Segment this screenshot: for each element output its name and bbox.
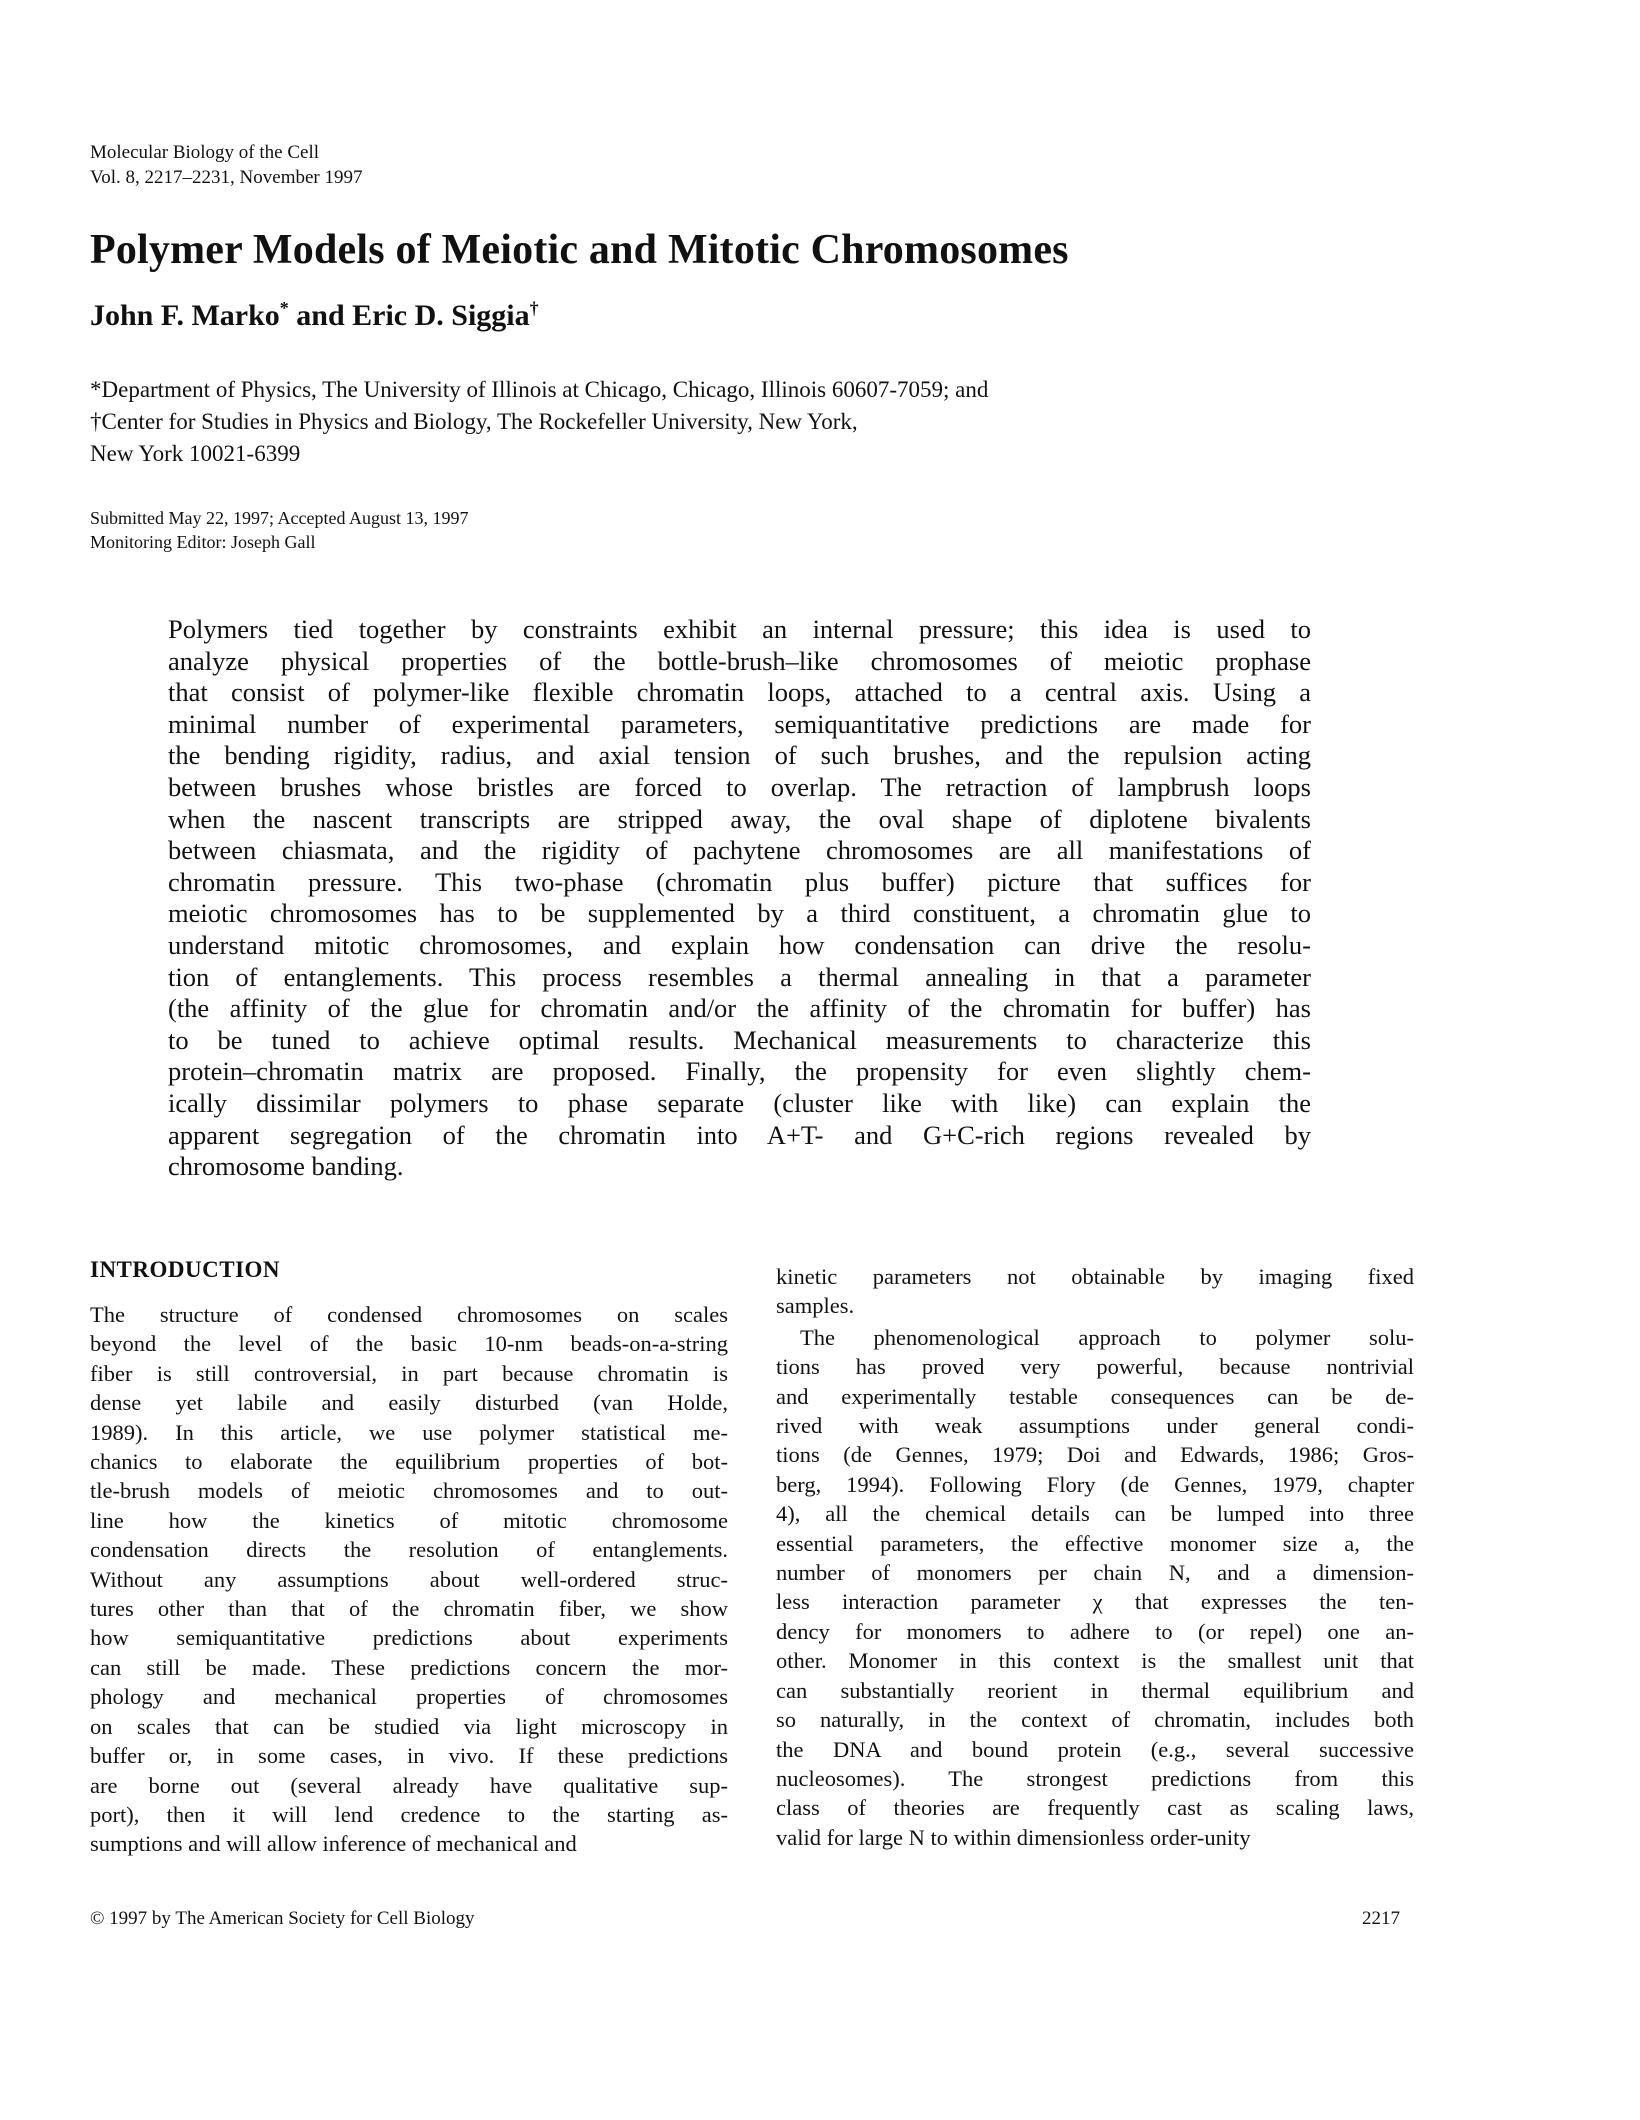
intro-line: port), then it will lend credence to the starting as- bbox=[90, 1801, 728, 1827]
intro-line: rived with weak assumptions under general condi- bbox=[776, 1413, 1414, 1439]
intro-line: condensation directs the resolution of entanglements. bbox=[90, 1537, 728, 1563]
monitoring-editor: Monitoring Editor: Joseph Gall bbox=[90, 532, 316, 552]
abstract-line: chromosome banding. bbox=[168, 1151, 404, 1182]
intro-line: line how the kinetics of mitotic chromosome bbox=[90, 1507, 728, 1533]
abstract-line: that consist of polymer-like flexible chromatin loops, attached to a central axis. Using a bbox=[168, 677, 1311, 708]
abstract-line: ically dissimilar polymers to phase separate (cluster like with like) can explain the bbox=[168, 1087, 1311, 1118]
intro-line: number of monomers per chain N, and a dimension- bbox=[776, 1560, 1414, 1586]
abstract-line: to be tuned to achieve optimal results. Mechanical measurements to characterize this bbox=[168, 1024, 1311, 1055]
intro-line: essential parameters, the effective monomer size a, the bbox=[776, 1530, 1414, 1556]
intro-line: phology and mechanical properties of chromosomes bbox=[90, 1684, 728, 1710]
affiliation-line: New York 10021-6399 bbox=[90, 441, 301, 466]
journal-issue: Vol. 8, 2217–2231, November 1997 bbox=[90, 167, 363, 188]
intro-line: nucleosomes). The strongest predictions from this bbox=[776, 1765, 1414, 1791]
intro-line: and experimentally testable consequences can be de- bbox=[776, 1383, 1414, 1409]
intro-line: beyond the level of the basic 10-nm beads-on-a-string bbox=[90, 1331, 728, 1357]
intro-line: so naturally, in the context of chromatin, includes both bbox=[776, 1707, 1414, 1733]
abstract-line: analyze physical properties of the bottle-brush–like chromosomes of meiotic prophase bbox=[168, 645, 1311, 676]
abstract bbox=[168, 614, 1311, 1183]
author-first: John F. Marko bbox=[90, 299, 280, 332]
affiliations bbox=[90, 374, 988, 470]
intro-line: dency for monomers to adhere to (or repel) one an- bbox=[776, 1618, 1414, 1644]
intro-line: less interaction parameter χ that expresses the ten- bbox=[776, 1589, 1414, 1615]
submitted-accepted: Submitted May 22, 1997; Accepted August 13, 1997 bbox=[90, 508, 469, 528]
affiliation-line: †Center for Studies in Physics and Biology, The Rockefeller University, New York, bbox=[90, 409, 858, 434]
intro-line: can substantially reorient in thermal equilibrium and bbox=[776, 1677, 1414, 1703]
abstract-line: minimal number of experimental parameters, semiquantitative predictions are made for bbox=[168, 708, 1311, 739]
author-second: Eric D. Siggia bbox=[352, 299, 530, 332]
intro-line: tures other than that of the chromatin fiber, we show bbox=[90, 1596, 728, 1622]
intro-line: valid for large N to within dimensionless order-unity bbox=[776, 1824, 1251, 1850]
author-first-mark: * bbox=[279, 298, 289, 318]
journal-header bbox=[90, 140, 363, 190]
introduction-left-column bbox=[90, 1300, 728, 1859]
abstract-line: (the affinity of the glue for chromatin and/or the affinity of the chromatin for buffer) has bbox=[168, 993, 1311, 1024]
intro-line: how semiquantitative predictions about experiments bbox=[90, 1625, 728, 1651]
author-joiner: and bbox=[288, 299, 353, 332]
intro-line: other. Monomer in this context is the smallest unit that bbox=[776, 1648, 1414, 1674]
abstract-line: the bending rigidity, radius, and axial tension of such brushes, and the repulsion acting bbox=[168, 740, 1311, 771]
affiliation-line: *Department of Physics, The University of Illinois at Chicago, Chicago, Illinois 60607-7059; and bbox=[90, 377, 989, 402]
intro-line: dense yet labile and easily disturbed (van Holde, bbox=[90, 1390, 728, 1416]
submission-dates bbox=[90, 506, 468, 554]
intro-line: the DNA and bound protein (e.g., several successive bbox=[776, 1736, 1414, 1762]
paper-title: Polymer Models of Meiotic and Mitotic Chromosomes bbox=[90, 227, 1069, 273]
introduction-right-column bbox=[776, 1262, 1414, 1852]
abstract-line: apparent segregation of the chromatin into A+T- and G+C-rich regions revealed by bbox=[168, 1119, 1311, 1150]
paragraph bbox=[776, 1323, 1414, 1852]
intro-line: fiber is still controversial, in part because chromatin is bbox=[90, 1360, 728, 1386]
intro-line: can still be made. These predictions concern the mor- bbox=[90, 1654, 728, 1680]
abstract-line: chromatin pressure. This two-phase (chromatin plus buffer) picture that suffices for bbox=[168, 866, 1311, 897]
author-line bbox=[90, 298, 539, 333]
intro-line: 1989). In this article, we use polymer statistical me- bbox=[90, 1419, 728, 1445]
page-number: 2217 bbox=[1362, 1908, 1400, 1929]
intro-line: tions (de Gennes, 1979; Doi and Edwards, 1986; Gros- bbox=[776, 1442, 1414, 1468]
abstract-line: protein–chromatin matrix are proposed. Finally, the propensity for even slightly chem- bbox=[168, 1056, 1311, 1087]
journal-name: Molecular Biology of the Cell bbox=[90, 142, 320, 163]
intro-line: 4), all the chemical details can be lumped into three bbox=[776, 1501, 1414, 1527]
intro-line: kinetic parameters not obtainable by imaging fixed bbox=[776, 1264, 1414, 1289]
intro-line: The structure of condensed chromosomes on scales bbox=[90, 1302, 728, 1327]
intro-line: tions has proved very powerful, because nontrivial bbox=[776, 1354, 1414, 1380]
abstract-line: Polymers tied together by constraints exhibit an internal pressure; this idea is used to bbox=[168, 614, 1311, 644]
copyright-notice: © 1997 by The American Society for Cell Biology bbox=[90, 1908, 475, 1929]
author-second-mark: † bbox=[529, 298, 539, 318]
intro-line: The phenomenological approach to polymer solu- bbox=[800, 1324, 1414, 1350]
abstract-line: meiotic chromosomes has to be supplemented by a third constituent, a chromatin glue to bbox=[168, 898, 1311, 929]
intro-line: are borne out (several already have qualitative sup- bbox=[90, 1772, 728, 1798]
abstract-line: between brushes whose bristles are forced to overlap. The retraction of lampbrush loops bbox=[168, 771, 1311, 802]
intro-line: chanics to elaborate the equilibrium properties of bot- bbox=[90, 1449, 728, 1475]
intro-line: Without any assumptions about well-ordered struc- bbox=[90, 1566, 728, 1592]
section-heading-introduction: INTRODUCTION bbox=[90, 1257, 281, 1282]
intro-line: class of theories are frequently cast as scaling laws, bbox=[776, 1795, 1414, 1821]
abstract-line: between chiasmata, and the rigidity of pachytene chromosomes are all manifestations of bbox=[168, 835, 1311, 866]
abstract-line: when the nascent transcripts are stripped away, the oval shape of diplotene bivalents bbox=[168, 803, 1311, 834]
paragraph bbox=[776, 1262, 1414, 1321]
intro-line: buffer or, in some cases, in vivo. If these predictions bbox=[90, 1743, 728, 1769]
abstract-line: tion of entanglements. This process resembles a thermal annealing in that a parameter bbox=[168, 961, 1311, 992]
intro-line: on scales that can be studied via light microscopy in bbox=[90, 1713, 728, 1739]
intro-line: tle-brush models of meiotic chromosomes and to out- bbox=[90, 1478, 728, 1504]
intro-line: samples. bbox=[776, 1293, 855, 1319]
intro-line: sumptions and will allow inference of mechanical and bbox=[90, 1831, 577, 1857]
abstract-line: understand mitotic chromosomes, and explain how condensation can drive the resolu- bbox=[168, 929, 1311, 960]
intro-line: berg, 1994). Following Flory (de Gennes, 1979, chapter bbox=[776, 1471, 1414, 1497]
